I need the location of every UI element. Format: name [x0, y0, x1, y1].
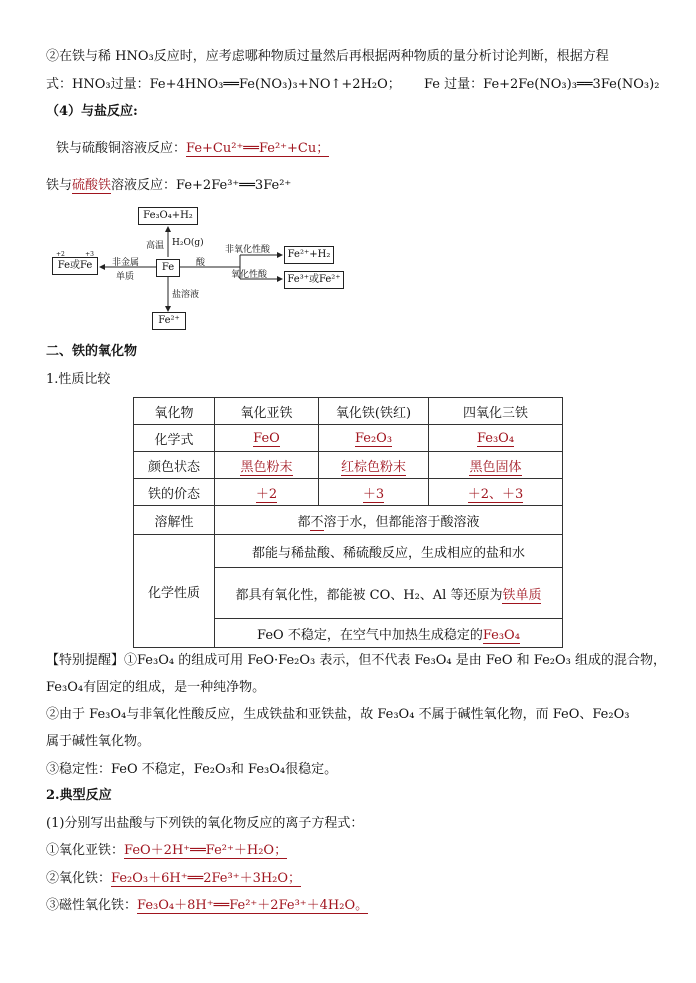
diagram-label-acid: 酸 [196, 258, 206, 268]
table-row [134, 535, 563, 568]
table-cell: ＋3 [319, 479, 429, 506]
table-cell: ＋2、＋3 [429, 479, 563, 506]
fe2so43-reaction: 铁与硫酸铁溶液反应：Fe+2Fe³⁺══3Fe²⁺ [46, 178, 292, 193]
subsection-2-title: 2.典型反应 [46, 788, 112, 803]
reaction-feo: ①氧化亚铁：FeO＋2H⁺══Fe²⁺＋H₂O； [46, 843, 288, 858]
row-label: 化学式 [134, 425, 215, 452]
reaction-fe3o4: ③磁性氧化铁：Fe₃O₄＋8H⁺══Fe²⁺＋2Fe³⁺＋4H₂O。 [46, 898, 369, 913]
table-header: 氧化亚铁 [215, 398, 319, 425]
cuso4-reaction: 铁与硫酸铜溶液反应：Fe+Cu²⁺══Fe²⁺+Cu； [56, 141, 330, 156]
table-header: 四氧化三铁 [429, 398, 563, 425]
table-header: 氧化物 [134, 398, 215, 425]
diagram-box-fe: Fe [156, 259, 180, 277]
iron-reaction-diagram [50, 205, 350, 331]
table-cell: Fe₃O₄ [429, 425, 563, 452]
diagram-label-water: H₂O(g) [172, 238, 204, 248]
tip-line1: 【特别提醒】①Fe₃O₄ 的组成可用 FeO·Fe₂O₃ 表示，但不代表 Fe₃O₄ 是由 FeO 和 Fe₂O₃ 组成的混合物， [46, 653, 666, 668]
tip-line5: ③稳定性：FeO 不稳定，Fe₂O₃和 Fe₃O₄很稳定。 [46, 762, 338, 777]
table-cell: 都能与稀盐酸、稀硫酸反应，生成相应的盐和水 [215, 535, 563, 568]
section-4-title: （4）与盐反应: [46, 104, 138, 119]
table-cell: 都具有氧化性，都能被 CO、H₂、Al 等还原为铁单质 [215, 568, 563, 619]
table-cell: 黑色粉末 [215, 452, 319, 479]
diagram-label-nonmetal: 非金属 [112, 258, 140, 268]
diagram-box-top: Fe₃O₄+H₂ [138, 207, 198, 225]
table-row [134, 425, 563, 452]
tip-line4: 属于碱性氧化物。 [46, 734, 151, 749]
table-row [134, 479, 563, 506]
cuso4-answer: Fe+Cu²⁺══Fe²⁺+Cu； [186, 141, 330, 156]
reaction-intro: (1)分别写出盐酸与下列铁的氧化物反应的离子方程式： [46, 816, 364, 831]
hno3-discussion-line1: ②在铁与稀 HNO₃反应时，应考虑哪种物质过量然后再根据两种物质的量分析讨论判断，根据方程 [46, 49, 609, 64]
row-label: 铁的价态 [134, 479, 215, 506]
table-row [134, 398, 563, 425]
tip-line3: ②由于 Fe₃O₄与非氧化性酸反应，生成铁盐和亚铁盐，故 Fe₃O₄ 不属于碱性氧化物，而 FeO、Fe₂O₃ [46, 707, 630, 722]
tip-line2: Fe₃O₄有固定的组成，是一种纯净物。 [46, 680, 266, 695]
diagram-box-bottom: Fe²⁺ [152, 312, 186, 330]
table-cell: 都不溶于水，但都能溶于酸溶液 [215, 506, 563, 535]
table-cell: 红棕色粉末 [319, 452, 429, 479]
row-label: 化学性质 [134, 535, 215, 648]
diagram-box-left: +2 +3 Fe或Fe [52, 257, 98, 275]
table-cell: FeO 不稳定，在空气中加热生成稳定的Fe₃O₄ [215, 619, 563, 648]
table-cell: FeO [215, 425, 319, 452]
diagram-label-nonoxidizing-acid: 非氧化性酸 [225, 245, 271, 255]
diagram-box-right-lower: Fe³⁺或Fe²⁺ [284, 271, 344, 289]
diagram-label-oxidizing-acid: 氧化性酸 [231, 270, 268, 280]
reaction-fe2o3: ②氧化铁：Fe₂O₃＋6H⁺══2Fe³⁺＋3H₂O； [46, 871, 302, 886]
fe-excess-equation: Fe 过量：Fe+2Fe(NO₃)₃══3Fe(NO₃)₂ [424, 77, 660, 92]
table-row [134, 452, 563, 479]
hno3-excess-equation: 式：HNO₃过量：Fe+4HNO₃══Fe(NO₃)₃+NO↑+2H₂O； [46, 77, 401, 92]
iron-oxides-table [133, 397, 563, 648]
diagram-label-high-temp: 高温 [146, 241, 165, 251]
table-cell: ＋2 [215, 479, 319, 506]
table-cell: 黑色固体 [429, 452, 563, 479]
section-2-title: 二、铁的氧化物 [46, 344, 138, 359]
row-label: 溶解性 [134, 506, 215, 535]
table-header: 氧化铁(铁红) [319, 398, 429, 425]
subsection-1-title: 1.性质比较 [46, 372, 111, 387]
diagram-label-element: 单质 [116, 272, 135, 282]
diagram-label-salt-solution: 盐溶液 [172, 290, 200, 300]
diagram-box-right-upper: Fe²⁺+H₂ [284, 246, 334, 264]
fe2so43-underlined: 硫酸铁 [72, 178, 112, 193]
table-cell: Fe₂O₃ [319, 425, 429, 452]
table-row [134, 506, 563, 535]
row-label: 颜色状态 [134, 452, 215, 479]
